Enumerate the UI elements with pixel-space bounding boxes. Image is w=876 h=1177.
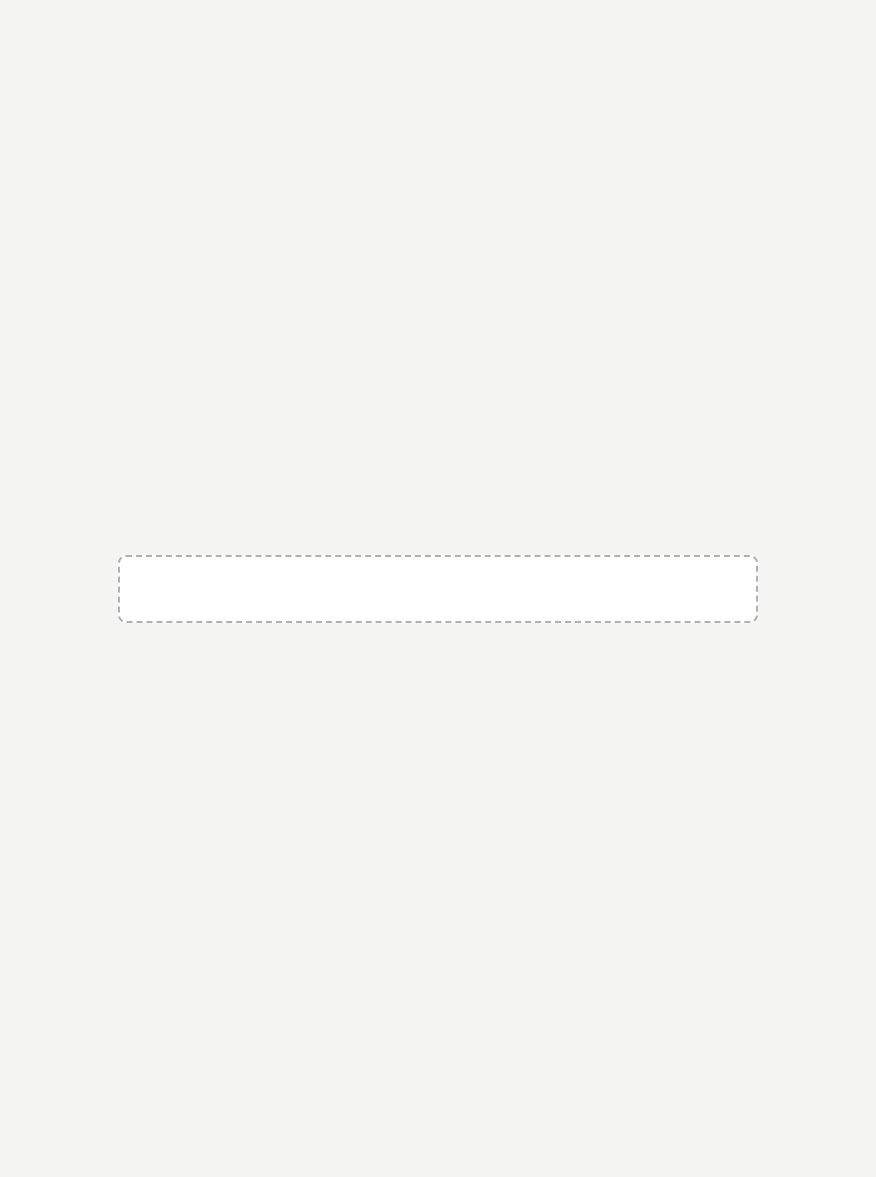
placeholder-box <box>118 555 758 623</box>
